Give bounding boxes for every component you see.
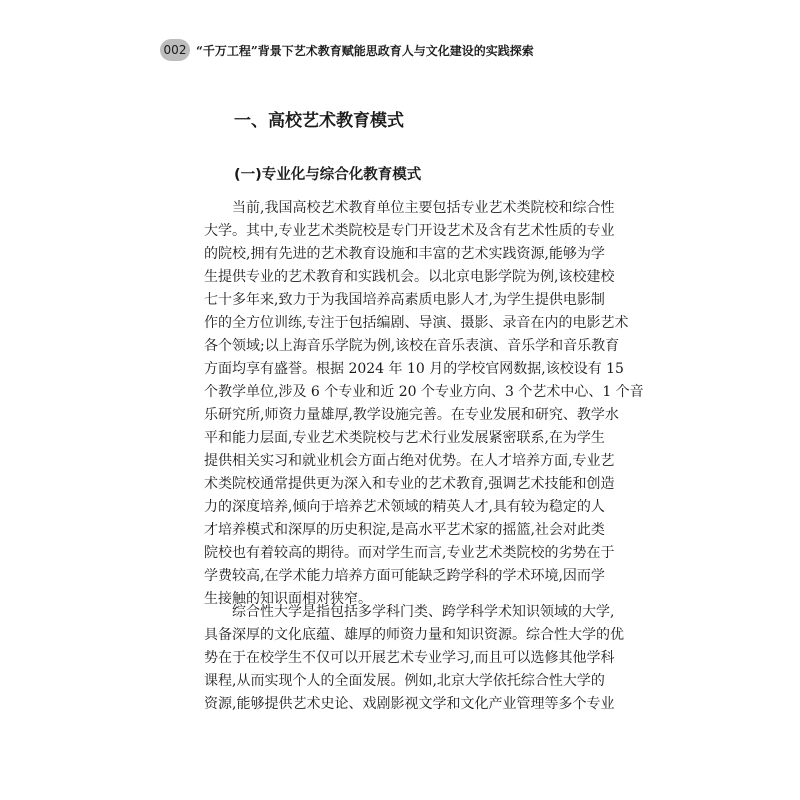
running-header — [160, 38, 534, 62]
paragraph-1-line: 力的深度培养,倾向于培养艺术领域的精英人才,具有较为稳定的人 — [204, 499, 605, 515]
paragraph-1-line: 生接触的知识面相对狭窄。 — [204, 591, 372, 607]
paragraph-1-line: 生提供专业的艺术教育和实践机会。以北京电影学院为例,该校建校 — [204, 269, 615, 285]
paragraph-1-line: 作的全方位训练,专注于包括编剧、导演、摄影、录音在内的电影艺术 — [204, 315, 629, 331]
paragraph-2-line: 课程,从而实现个人的全面发展。例如,北京大学依托综合性大学的 — [204, 673, 605, 689]
paragraph-1-line: 院校也有着较高的期待。而对学生而言,专业艺术类院校的劣势在于 — [204, 545, 615, 561]
paragraph-1-line: 学费较高,在学术能力培养方面可能缺乏跨学科的学术环境,因而学 — [204, 568, 605, 584]
paragraph-1-line: 当前,我国高校艺术教育单位主要包括专业艺术类院校和综合性 — [232, 200, 615, 216]
sub-heading: (一)专业化与综合化教育模式 — [234, 167, 422, 183]
page-number-badge: 002 — [160, 39, 190, 61]
paragraph-1-line: 提供相关实习和就业机会方面占绝对优势。在人才培养方面,专业艺 — [204, 453, 615, 469]
paragraph-1-line: 七十多年来,致力于为我国培养高素质电影人才,为学生提供电影制 — [204, 292, 605, 308]
paragraph-2-line: 综合性大学是指包括多学科门类、跨学科学术知识领域的大学, — [232, 604, 615, 620]
paragraph-1-line: 乐研究所,师资力量雄厚,教学设施完善。在专业发展和研究、教学水 — [204, 407, 619, 423]
section-heading: 一、高校艺术教育模式 — [234, 111, 404, 131]
paragraph-1-line: 各个领域;以上海音乐学院为例,该校在音乐表演、音乐学和音乐教育 — [204, 338, 620, 354]
paragraph-2-line: 势在于在校学生不仅可以开展艺术专业学习,而且可以选修其他学科 — [204, 650, 615, 666]
paragraph-1-line: 大学。其中,专业艺术类院校是专门开设艺术及含有艺术性质的专业 — [204, 223, 615, 239]
paragraph-2-line: 具备深厚的文化底蕴、雄厚的师资力量和知识资源。综合性大学的优 — [204, 627, 624, 643]
paragraph-1-line: 平和能力层面,专业艺术类院校与艺术行业发展紧密联系,在为学生 — [204, 430, 605, 446]
running-title: “千万工程”背景下艺术教育赋能思政育人与文化建设的实践探索 — [196, 43, 534, 58]
paragraph-1-line: 的院校,拥有先进的艺术教育设施和丰富的艺术实践资源,能够为学 — [204, 246, 605, 262]
paragraph-1-line: 术类院校通常提供更为深入和专业的艺术教育,强调艺术技能和创造 — [204, 476, 615, 492]
paragraph-1-line: 个教学单位,涉及 6 个专业和近 20 个专业方向、3 个艺术中心、1 个音 — [204, 384, 644, 400]
paragraph-1-line: 方面均享有盛誉。根据 2024 年 10 月的学校官网数据,该校设有 15 — [204, 361, 624, 377]
paragraph-1-line: 才培养模式和深厚的历史积淀,是高水平艺术家的摇篮,社会对此类 — [204, 522, 605, 538]
paragraph-2-line: 资源,能够提供艺术史论、戏剧影视文学和文化产业管理等多个专业 — [204, 696, 615, 712]
